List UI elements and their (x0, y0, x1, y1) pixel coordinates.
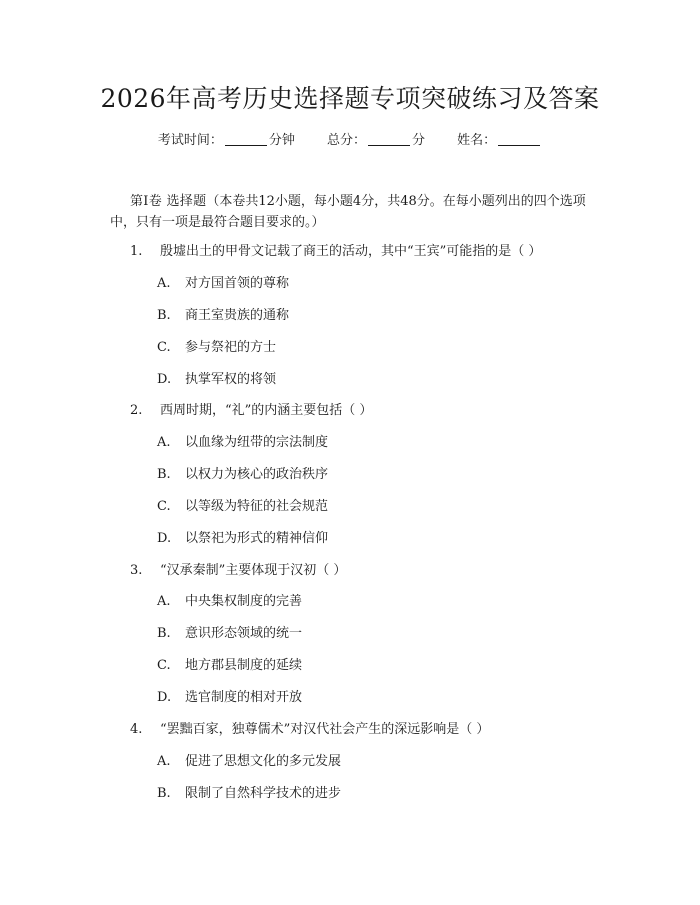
total-score (327, 131, 425, 151)
question-text: “汉承秦制”主要体现于汉初（ ） (160, 563, 347, 578)
section-label: 第Ⅰ卷 选择题 (130, 194, 207, 209)
option (157, 306, 289, 326)
option-text: 参与祭祀的方士 (185, 340, 277, 355)
option (157, 656, 302, 676)
student-name (457, 131, 542, 151)
student-name-blank (498, 131, 540, 146)
option-letter: A. (157, 594, 171, 609)
student-name-label: 姓名： (457, 133, 497, 148)
question-text: 殷墟出土的甲骨文记载了商王的活动，其中“王宾”可能指的是（ ） (160, 244, 542, 259)
option-text: 以血缘为纽带的宗法制度 (185, 435, 329, 450)
section-heading (110, 191, 595, 233)
total-score-unit: 分 (412, 133, 426, 148)
option-letter: C. (157, 340, 171, 355)
question-number: 3. (130, 563, 143, 578)
question-4 (130, 720, 489, 740)
option-letter: D. (157, 372, 172, 387)
option-letter: C. (157, 658, 171, 673)
option-letter: B. (157, 308, 171, 323)
option (157, 274, 289, 294)
option-text: 对方国首领的尊称 (185, 276, 290, 291)
option-letter: D. (157, 531, 172, 546)
option (157, 529, 328, 549)
option (157, 624, 302, 644)
question-2 (130, 401, 372, 421)
option (157, 465, 328, 485)
total-score-blank (368, 131, 410, 146)
page-title: 2026年高考历史选择题专项突破练习及答案 (100, 84, 600, 113)
option-text: 意识形态领域的统一 (185, 626, 303, 641)
option-text: 中央集权制度的完善 (185, 594, 303, 609)
option-letter: A. (157, 754, 171, 769)
question-number: 4. (130, 722, 143, 737)
question-text: “罢黜百家，独尊儒术”对汉代社会产生的深远影响是（ ） (160, 722, 490, 737)
option-text: 限制了自然科学技术的进步 (185, 786, 342, 801)
option-letter: D. (157, 690, 172, 705)
question-1 (130, 242, 541, 262)
option-text: 执掌军权的将领 (185, 372, 277, 387)
option (157, 370, 276, 390)
option (157, 688, 302, 708)
exam-time-label: 考试时间： (157, 133, 223, 148)
option (157, 592, 302, 612)
section-instructions: （本卷共12小题，每小题4分，共48分。在每小题列出的四个选项中，只有一项是最符合题目要求的。） (110, 194, 586, 230)
option-letter: B. (157, 786, 171, 801)
option (157, 784, 341, 804)
option-text: 促进了思想文化的多元发展 (185, 754, 342, 769)
option-letter: B. (157, 467, 171, 482)
option-text: 商王室贵族的通称 (185, 308, 290, 323)
option-text: 地方郡县制度的延续 (185, 658, 303, 673)
option-letter: C. (157, 499, 171, 514)
exam-time (158, 131, 295, 151)
exam-time-blank (225, 131, 267, 146)
question-number: 1. (130, 244, 143, 259)
option (157, 752, 341, 772)
question-3 (130, 561, 346, 581)
option-letter: A. (157, 435, 171, 450)
option-text: 以权力为核心的政治秩序 (185, 467, 329, 482)
option-text: 以等级为特征的社会规范 (185, 499, 329, 514)
option (157, 338, 276, 358)
exam-meta (0, 131, 700, 151)
option (157, 497, 328, 517)
total-score-label: 总分： (326, 133, 366, 148)
question-text: 西周时期，“礼”的内涵主要包括（ ） (160, 403, 373, 418)
option (157, 433, 328, 453)
option-letter: A. (157, 276, 171, 291)
option-letter: B. (157, 626, 171, 641)
option-text: 选官制度的相对开放 (185, 690, 303, 705)
exam-time-unit: 分钟 (268, 133, 295, 148)
question-number: 2. (130, 403, 143, 418)
option-text: 以祭祀为形式的精神信仰 (185, 531, 329, 546)
